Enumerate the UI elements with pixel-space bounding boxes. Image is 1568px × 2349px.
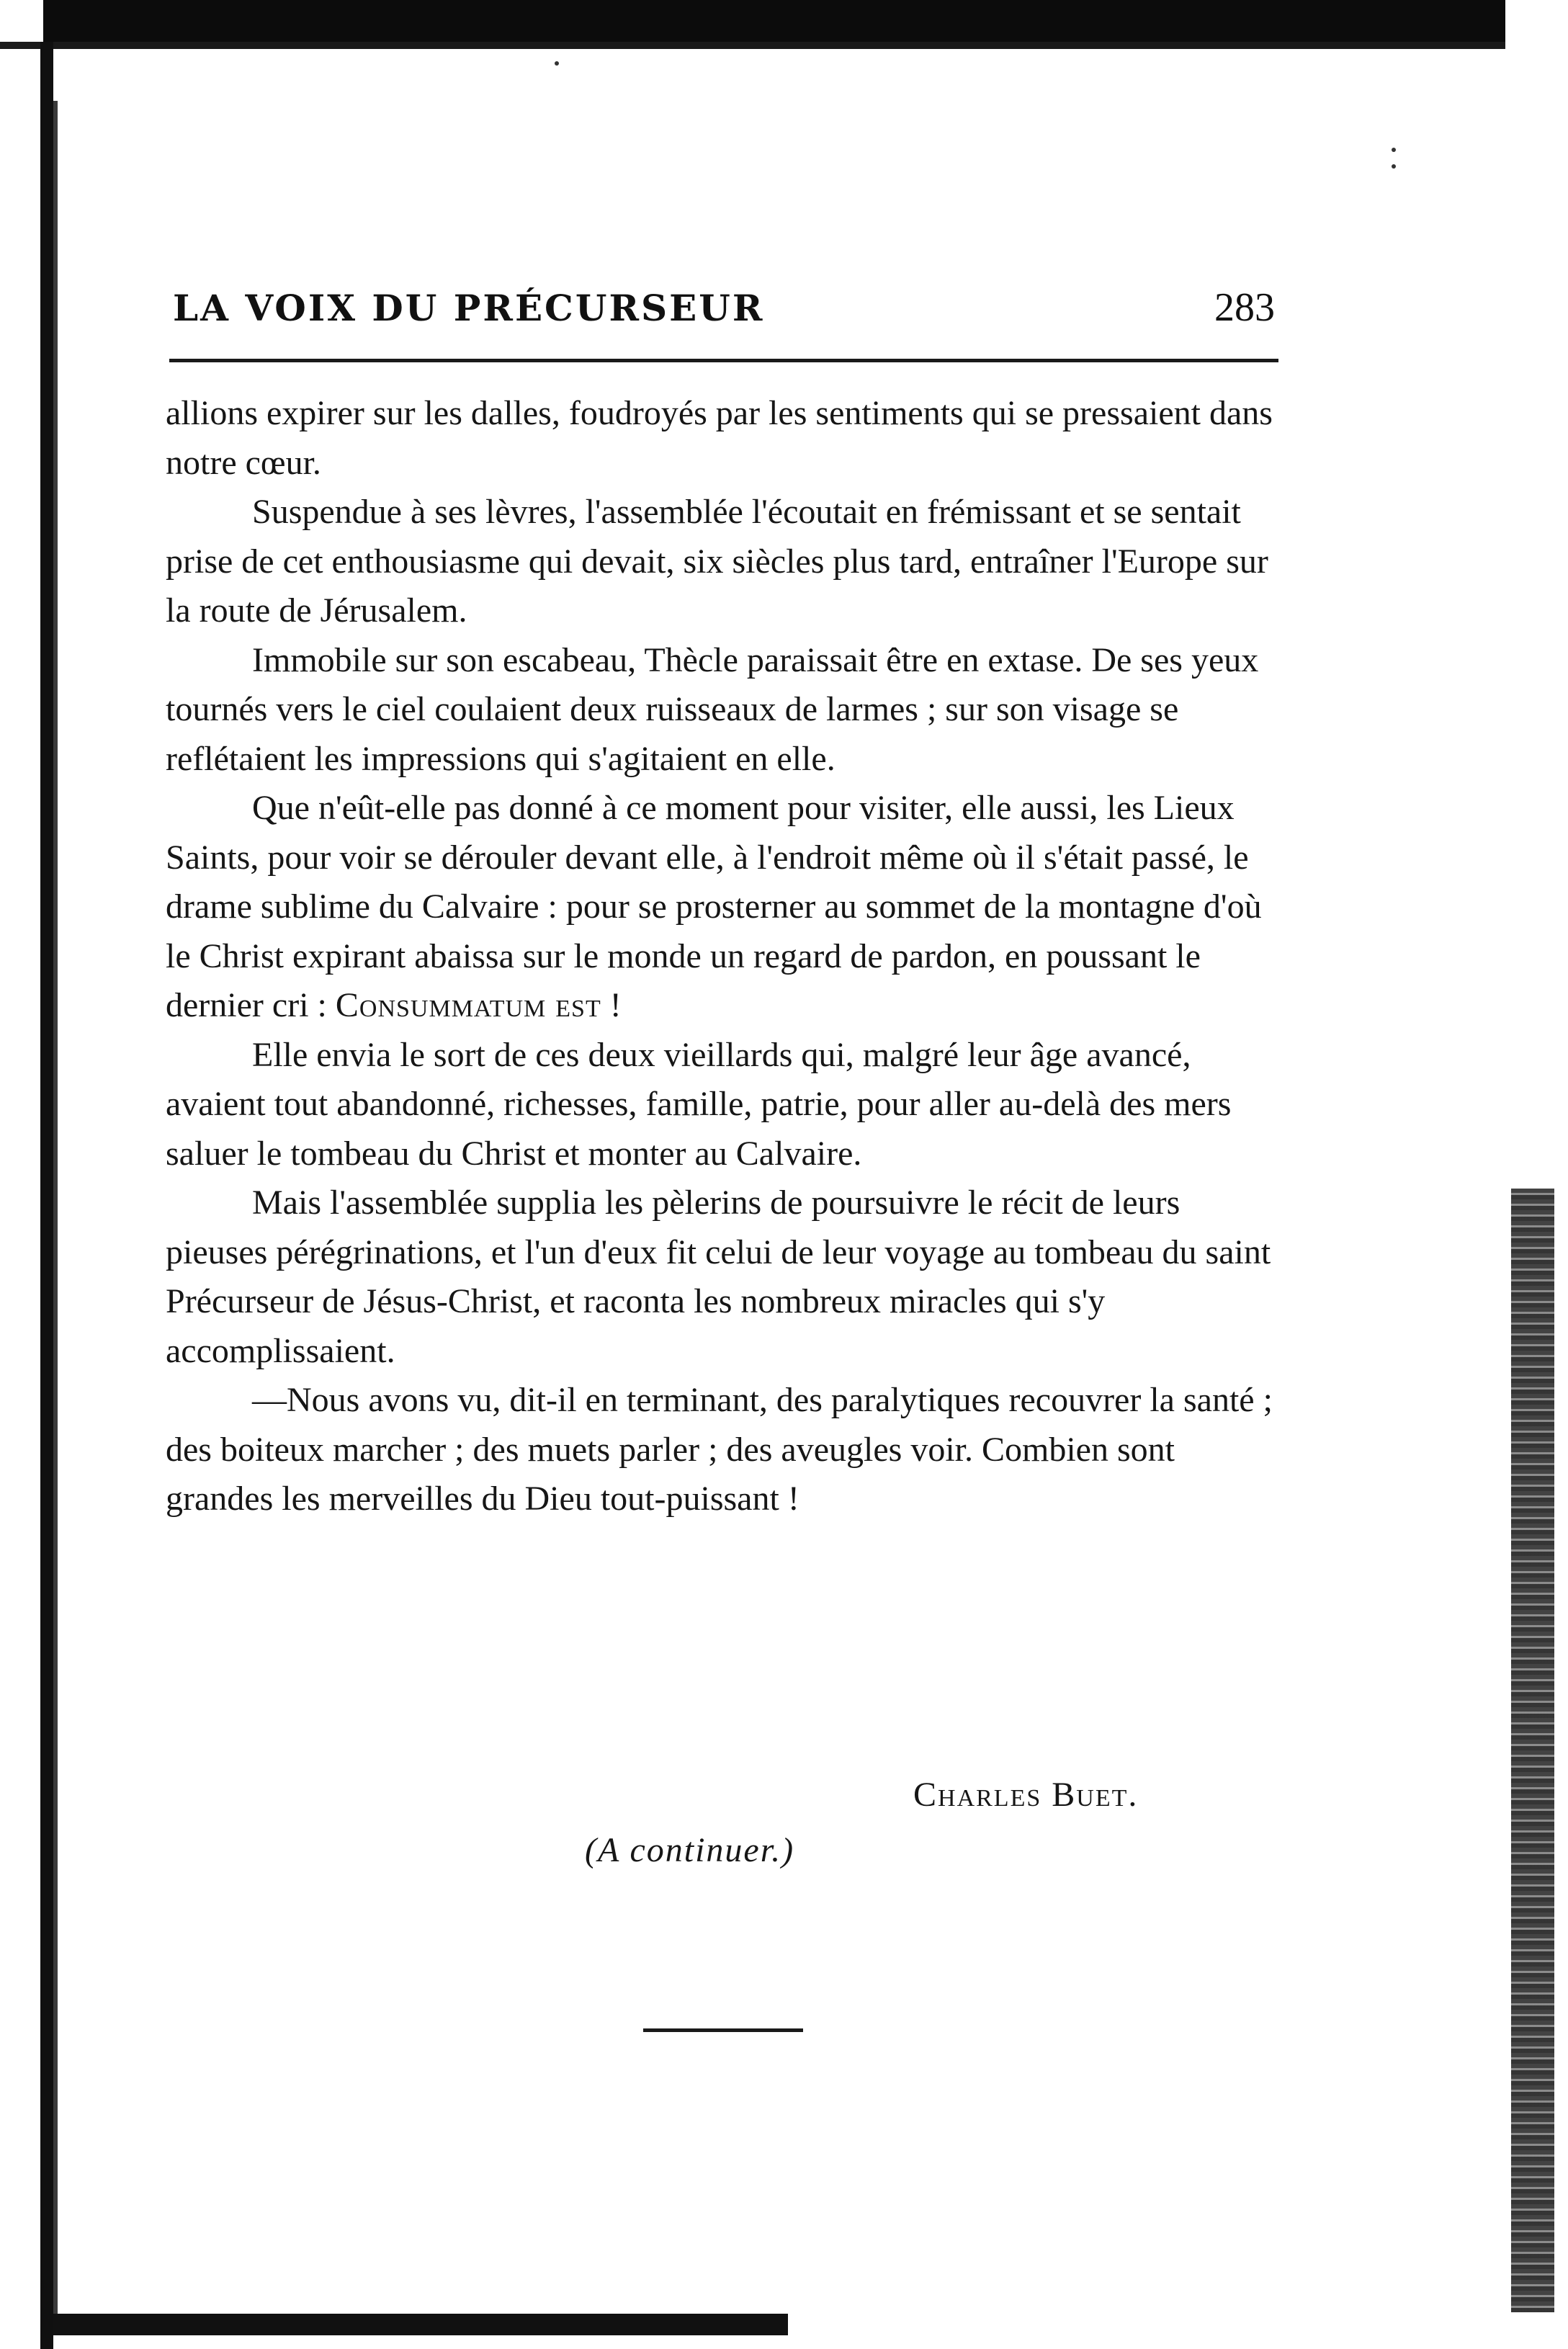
paragraph-3: Immobile sur son escabeau, Thècle paraissait être en extase. De ses yeux tournés vers le ciel coulaient deux ruisseaux de larmes ; sur son visage se reflétaient les impressions qui s'agitaient en elle.	[166, 640, 1259, 778]
scan-border-top	[43, 0, 1505, 42]
paragraph-6: Mais l'assemblée supplia les pèlerins de poursuivre le récit de leurs pieuses pérégrinations, et l'un d'eux fit celui de leur voyage au tombeau du saint Précurseur de Jésus-Christ, et raconta les nombreux miracles qui s'y accomplissaient.	[166, 1184, 1271, 1370]
end-rule	[643, 2028, 803, 2032]
paragraph-4	[166, 784, 1282, 1031]
scan-border-right	[1511, 1189, 1554, 2312]
scan-border-left-inner	[53, 101, 58, 2319]
paragraph-4-end: !	[601, 986, 622, 1024]
consummatum-est: Consummatum est	[335, 986, 601, 1024]
running-head	[173, 282, 1275, 333]
scan-speck	[1392, 148, 1396, 152]
body-text	[166, 389, 1282, 1524]
header-rule	[169, 359, 1278, 362]
scan-border-top-line	[0, 42, 1505, 49]
paragraph-2: Suspendue à ses lèvres, l'assemblée l'écoutait en frémissant et se sentait prise de cet enthousiasme qui devait, six siècles plus tard, entraîner l'Europe sur la route de Jérusalem.	[166, 493, 1268, 630]
paragraph-1: allions expirer sur les dalles, foudroyés par les sentiments qui se pressaient dans notre cœur.	[166, 394, 1273, 482]
author-signature: Charles Buet.	[913, 1776, 1139, 1814]
continuation-note: (A continuer.)	[585, 1831, 795, 1869]
scan-speck	[1392, 164, 1396, 169]
paragraph-5: Elle envia le sort de ces deux vieillards qui, malgré leur âge avancé, avaient tout abandonné, richesses, famille, patrie, pour aller au-delà des mers saluer le tombeau du Christ et monter au Calvaire.	[166, 1035, 1232, 1173]
running-head-title: LA VOIX DU PRÉCURSEUR	[173, 286, 765, 329]
scan-border-bottom	[53, 2314, 788, 2335]
paragraph-7: —Nous avons vu, dit-il en terminant, des paralytiques recouvrer la santé ; des boiteux marcher ; des muets parler ; des aveugles voir. Combien sont grandes les merveilles du Dieu tout-puissant !	[166, 1381, 1273, 1518]
paragraph-4-text: Que n'eût-elle pas donné à ce moment pour visiter, elle aussi, les Lieux Saints, pour voir se dérouler devant elle, à l'endroit même où il s'était passé, le drame sublime du Calvaire : pour se prosterner au sommet de la montagne d'où le Christ expirant abaissa sur le monde un regard de pardon, en poussant le dernier cri :	[166, 789, 1262, 1024]
page-number: 283	[1214, 285, 1275, 330]
scan-border-left	[40, 42, 53, 2349]
scan-speck	[555, 61, 559, 66]
